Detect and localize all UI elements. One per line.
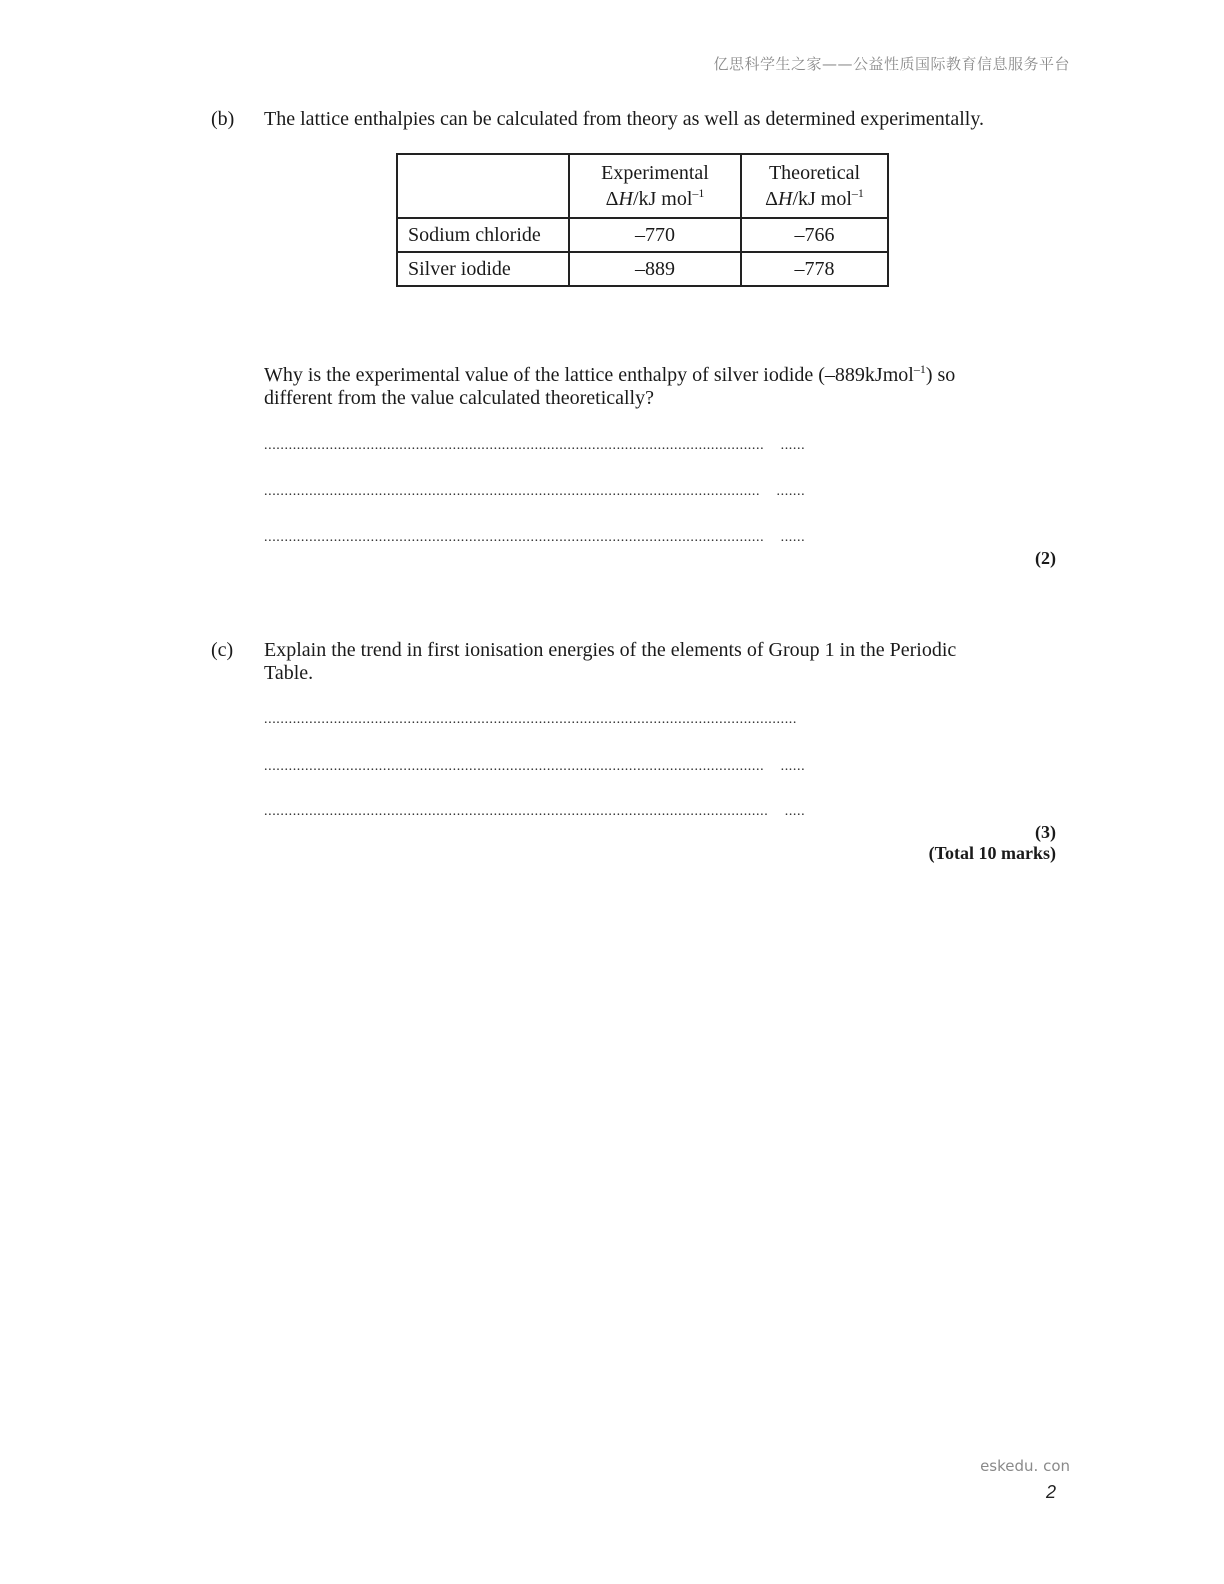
table-corner-cell [397, 154, 569, 218]
header-brand: 亿思科学生之家——公益性质国际教育信息服务平台 [713, 55, 1070, 73]
answer-line[interactable]: .......................................................................................................................... ...... [264, 438, 806, 453]
footer-site: eskedu. con [980, 1457, 1070, 1475]
experimental-value-cell: –889 [569, 252, 741, 286]
total-marks: (Total 10 marks) [928, 843, 1056, 863]
theoretical-value-cell: –766 [741, 218, 888, 252]
col-header-experimental: Experimental ΔH/kJ mol$^{-1}$ [569, 154, 741, 218]
part-c-label: (c) [211, 639, 234, 661]
answer-line[interactable]: ........................................................................................................................... ..... [264, 804, 806, 819]
answer-line[interactable]: .......................................................................................................................... ...... [264, 759, 806, 774]
part-b-label: (b) [211, 108, 235, 130]
part-b-question: Why is the experimental value of the lattice enthalpy of silver iodide (–889kJmol$^{-1}$) so different from the value calculated theoretically? [264, 362, 956, 409]
col-header-theoretical: Theoretical ΔH/kJ mol$^{-1}$ [741, 154, 888, 218]
answer-line[interactable]: ......................................................................................................................... ....... [264, 484, 806, 499]
row-name-cell: Silver iodide [397, 252, 569, 286]
row-name-cell: Sodium chloride [397, 218, 569, 252]
page-number: 2 [1045, 1482, 1056, 1502]
theoretical-value-cell: –778 [741, 252, 888, 286]
part-b-intro: The lattice enthalpies can be calculated from theory as well as determined experimentally. [264, 108, 985, 130]
lattice-enthalpy-table [396, 153, 889, 287]
answer-line[interactable]: .................................................................................................................................. [264, 712, 797, 727]
experimental-value-cell: –770 [569, 218, 741, 252]
table-header-row [397, 154, 888, 218]
table-row [397, 218, 888, 252]
part-c-marks: (3) [1035, 822, 1056, 842]
part-b-marks: (2) [1035, 548, 1056, 568]
table-row [397, 252, 888, 286]
answer-line[interactable]: .......................................................................................................................... ...... [264, 530, 806, 545]
part-c-question: Explain the trend in first ionisation energies of the elements of Group 1 in the Periodic Table. [264, 639, 957, 684]
